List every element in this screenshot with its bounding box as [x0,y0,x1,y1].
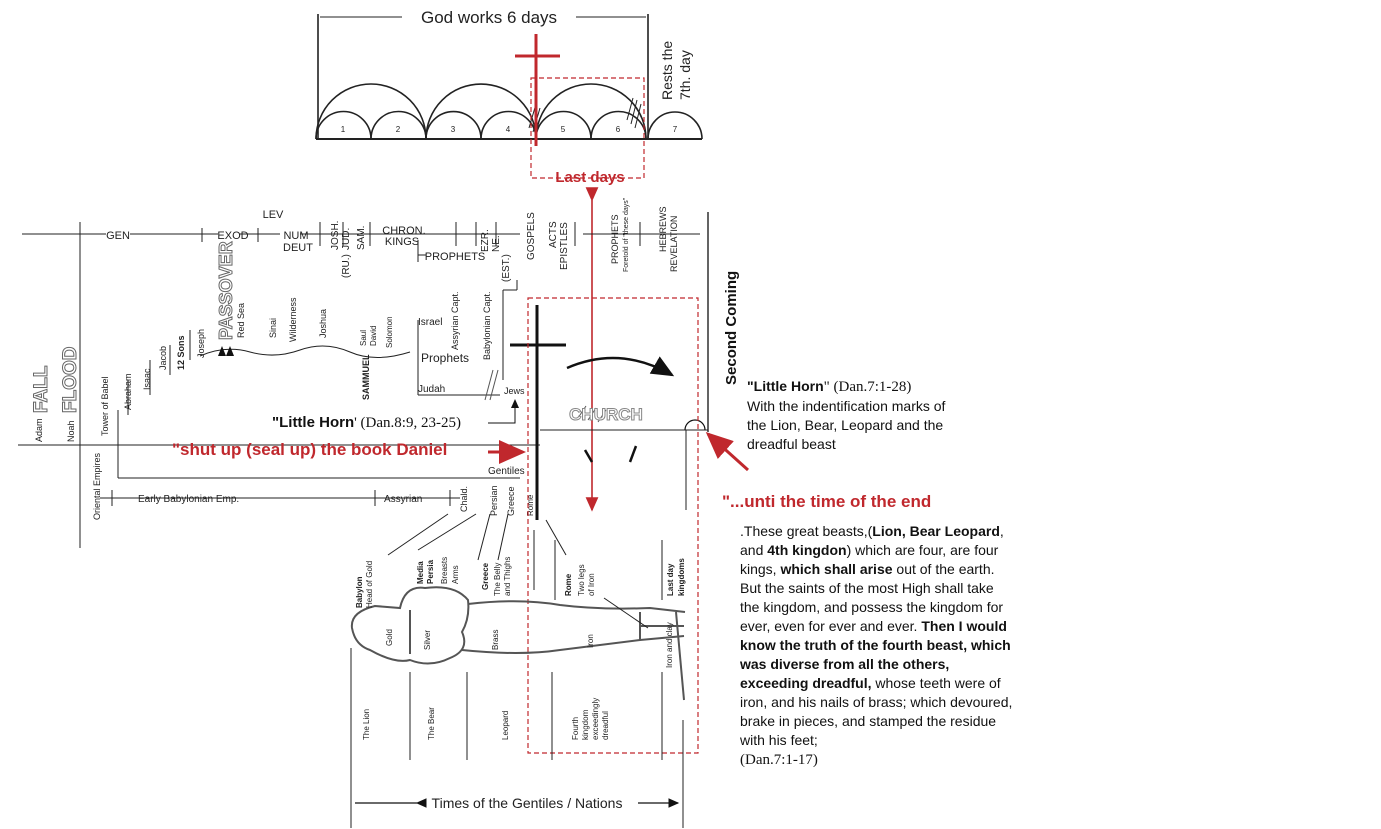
little-horn-2-block [747,377,947,454]
statue-media: Media [416,561,425,584]
solomon-label: Solomon [385,316,394,348]
beast-fourth-4: dreadful [601,711,610,740]
beast-lion: The Lion [362,708,371,740]
little-horn-1 [272,414,461,431]
statue-persia: Persia [426,559,435,584]
little-horn-2-desc: With the indentification marks of the Lion, Bear, Leopard and the dreadful beast [747,398,946,452]
beasts-text: , and [740,523,1004,558]
book-revelation: REVELATION [669,215,679,272]
statue-breasts: Breasts [440,556,449,584]
book-gospels: GOSPELS [526,212,537,260]
little-horn-2-ref: " (Dan.7:1-28) [823,379,912,395]
until-end-label: "...unti the time of the end [722,492,932,511]
book-kings: KINGS [384,236,420,248]
little-horn-2-bold: "Little Horn [747,378,824,394]
beasts-text: .These great beasts,( [740,523,873,539]
wilderness-label: Wilderness [288,297,298,342]
joshua-label: Joshua [318,308,328,338]
fall-label: FALL [31,365,52,413]
prophets-label: Prophets [421,351,470,365]
book-jud: JUD. [341,227,352,250]
rest-line2: 7th. day [677,50,693,100]
church-label: CHURCH [569,405,643,424]
day-number: 7 [672,125,678,134]
times-label: Times of the Gentiles / Nations [431,795,623,811]
shut-up-label: "shut up (seal up) the book Daniel [172,440,448,459]
beasts-text: out of the earth. But the saints of the most High shall take the kingdom, and possess the kingdom for ever, even for ever and ever. [740,561,1004,634]
statue-two-legs: Two legs [577,564,586,596]
day-numbers [341,125,678,134]
return-arc [685,420,705,430]
beasts-paragraph [740,522,1015,770]
red-cross-icon [515,34,560,146]
book-gen: GEN [106,230,130,242]
book-hebrews: HEBREWS [658,206,668,252]
statue-babylon: Babylon [355,576,364,608]
statue-arms: Arms [451,565,460,584]
statue-pointers [351,514,683,828]
day-number: 2 [395,125,401,134]
statue-belly: The Belly [493,562,502,596]
beast-fourth-2: kingdom [581,709,590,740]
statue-iron: Iron [586,634,595,648]
little-horn-1-bold: "Little Horn [272,414,355,431]
statue-last-day: Last day [666,563,675,596]
flood-label: FLOOD [60,346,81,413]
pyramids-icon [218,346,234,356]
statue-of-iron: of Iron [587,573,596,596]
jacob-label: Jacob [158,345,168,370]
chald-label: Chald. [459,485,469,512]
rest-line1: Rests the [659,40,675,100]
beasts-bold: 4th kingdon [767,542,847,558]
statue-brass: Brass [491,629,500,650]
babylonian-capt-label: Babylonian Capt. [482,291,492,360]
book-est: (EST.) [501,254,512,282]
book-num: NUM [283,230,309,242]
passover-label: PASSOVER [216,241,236,340]
statue-gold: Gold [385,629,394,646]
day-number: 1 [340,125,346,134]
beasts-text: ) which are four, are four kings, [740,542,999,577]
abraham-label: Abraham [123,373,133,410]
babel-label: Tower of Babel [100,376,110,436]
book-ne: NE. [491,235,502,252]
rome-label: Rome [526,494,535,516]
end-time-arrow [708,434,748,470]
statue-silver: Silver [423,629,432,650]
little-horn-1-ref: ' (Dan.8:9, 23-25) [354,415,461,431]
judah-label: Judah [418,384,446,395]
book-ru: (RU.) [341,254,352,278]
isaac-label: Isaac [142,368,152,390]
book-epistles: EPISTLES [559,222,570,270]
assyrian-label: Assyrian [384,494,423,505]
adam-label: Adam [34,418,44,442]
israel-label: Israel [418,317,443,328]
day-number: 4 [505,125,511,134]
statue-thighs: and Thighs [503,556,512,596]
early-babylonian-label: Early Babylonian Emp. [138,494,240,505]
second-coming-label: Second Coming [723,270,740,385]
book-prophets: PROPHETS [424,251,486,263]
black-cross-icon [510,305,566,520]
statue-iron-clay: Iron and clay [665,622,674,668]
statue-head-gold: Head of Gold [365,560,374,608]
sons-label: 12 Sons [176,335,186,370]
book-josh: JOSH. [330,220,341,250]
book-foretold: Foretold of "these days" [623,197,630,272]
book-prophets2: PROPHETS [610,214,620,264]
little-horn-1-arrow [488,400,515,423]
book-lev: LEV [262,209,284,221]
sammuel-label: SAMMUEL [361,354,371,400]
gentiles-label: Gentiles [488,466,525,477]
book-deut: DEUT [283,242,313,254]
statue-figure [352,587,685,700]
book-ezr: EZR. [480,229,491,252]
persian-label: Persian [489,485,499,516]
last-days-box-2 [528,298,698,753]
statue-greece: Greece [481,562,490,590]
day-number: 6 [615,125,621,134]
book-chron: CHRON. [382,225,426,237]
book-acts: ACTS [548,221,559,248]
noah-label: Noah [66,420,76,442]
statue-rome: Rome [564,573,573,596]
day-number: 5 [560,125,566,134]
david-label: David [369,325,378,346]
day-number: 3 [450,125,456,134]
creation-title: God works 6 days [420,8,558,27]
statue-kingdoms: kingdoms [677,558,686,596]
last-days-label: Last days [555,169,625,186]
sinai-label: Sinai [268,317,278,338]
beast-leopard: Leopard [501,710,510,740]
beast-bear: The Bear [427,707,436,740]
jews-label: Jews [504,386,525,396]
beast-fourth-3: exceedingly [591,697,600,740]
greece-label: Greece [506,486,516,516]
redsea-label: Red Sea [236,302,246,338]
beasts-text: whose teeth were of iron, and his nails of brass; which devoured, brake in pieces, and stamped the residue with his feet; [740,675,1013,748]
last-days-box [531,78,644,178]
beasts-bold: which shall arise [780,561,893,577]
assyrian-capt-label: Assyrian Capt. [450,291,460,350]
beast-fourth-1: Fourth [571,716,580,740]
beasts-reference: (Dan.7:1-17) [740,752,818,768]
joseph-label: Joseph [196,328,206,358]
book-exod: EXOD [217,230,249,242]
oriental-label: Oriental Empires [92,452,102,520]
saul-label: Saul [359,329,368,346]
church-arc-arrow [567,358,672,375]
beasts-bold: Lion, Bear Leopard [872,523,1000,539]
beasts-bold: Then I would know the truth of the fourth beast, which was diverse from all the others, exceeding dreadful, [740,618,1011,691]
book-sam: SAM. [356,225,367,250]
